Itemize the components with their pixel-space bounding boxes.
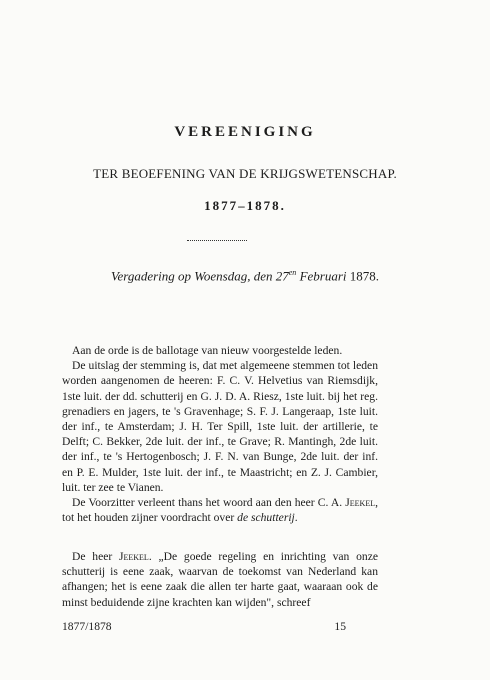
meeting-day-superscript: en (288, 268, 297, 277)
paragraph-lecture (62, 549, 378, 610)
lecture-intro: De heer (72, 550, 119, 563)
society-subtitle: TER BEOEFENING VAN DE KRIJGSWETENSCHAP. (93, 166, 397, 181)
ornamental-rule (187, 240, 247, 241)
meeting-year: 1878. (349, 268, 380, 284)
page-footer (62, 620, 378, 633)
meeting-heading (0, 268, 490, 284)
speaker-name: Jeekel (345, 496, 376, 510)
society-title: VEREENIGING (174, 124, 316, 140)
meeting-prefix: Vergadering op Woensdag, den 27 (110, 268, 289, 284)
lecture-topic: de schutterij (237, 511, 295, 525)
chair-text-a: De Voorzitter verleent thans het woord aan den heer C. A. (72, 496, 343, 510)
meeting-month: Februari (296, 268, 350, 284)
ballotage-result: De uitslag der stemming is, dat met algemeene stemmen tot leden worden aangenomen de heeren: F. C. V. Helvetius van Riemsdijk, 1ste luit. der dd. schutterij en G. J. D. A. Riesz, 1ste luit. bij het reg. grenadiers en jagers, te 's Gravenhage; S. F. J. Langeraap, 1ste luit. der inf., te Amsterdam; J. H. Ter Spill, 1ste luit. der artillerie, te Delft; C. Bekker, 2de luit. der inf., te Grave; R. Mantingh, 2de luit. der inf., te 's Hertogenbosch; J. F. N. van Bunge, 2de luit. der inf. en P. E. Mulder, 1ste luit. der inf., te Maastricht; en Z. J. Cambier, luit. ter zee te Vianen. (62, 359, 378, 494)
chair-text-end: . (294, 511, 298, 525)
session-years: 1877–1878. (204, 198, 286, 213)
lecture-text: . „De goede regeling en inrichting van onze schutterij is eene zaak, waarvan de toekomst van Nederland kan afhangen; het is eene zaak die allen ter harte gaat, waaraan ook de minst beduidende zijne krachten kan wijden", schreef (62, 550, 378, 609)
issue-label: 1877/1878 (62, 620, 112, 633)
page-number: 15 (334, 620, 346, 633)
ballotage-intro: Aan de orde is de ballotage van nieuw voorgestelde leden. (72, 344, 343, 357)
paragraph-ballotage (62, 343, 378, 525)
chair-text-b: , tot het houden zijner voordracht over (62, 496, 378, 525)
lecture-speaker-name: Jeekel (118, 550, 149, 563)
